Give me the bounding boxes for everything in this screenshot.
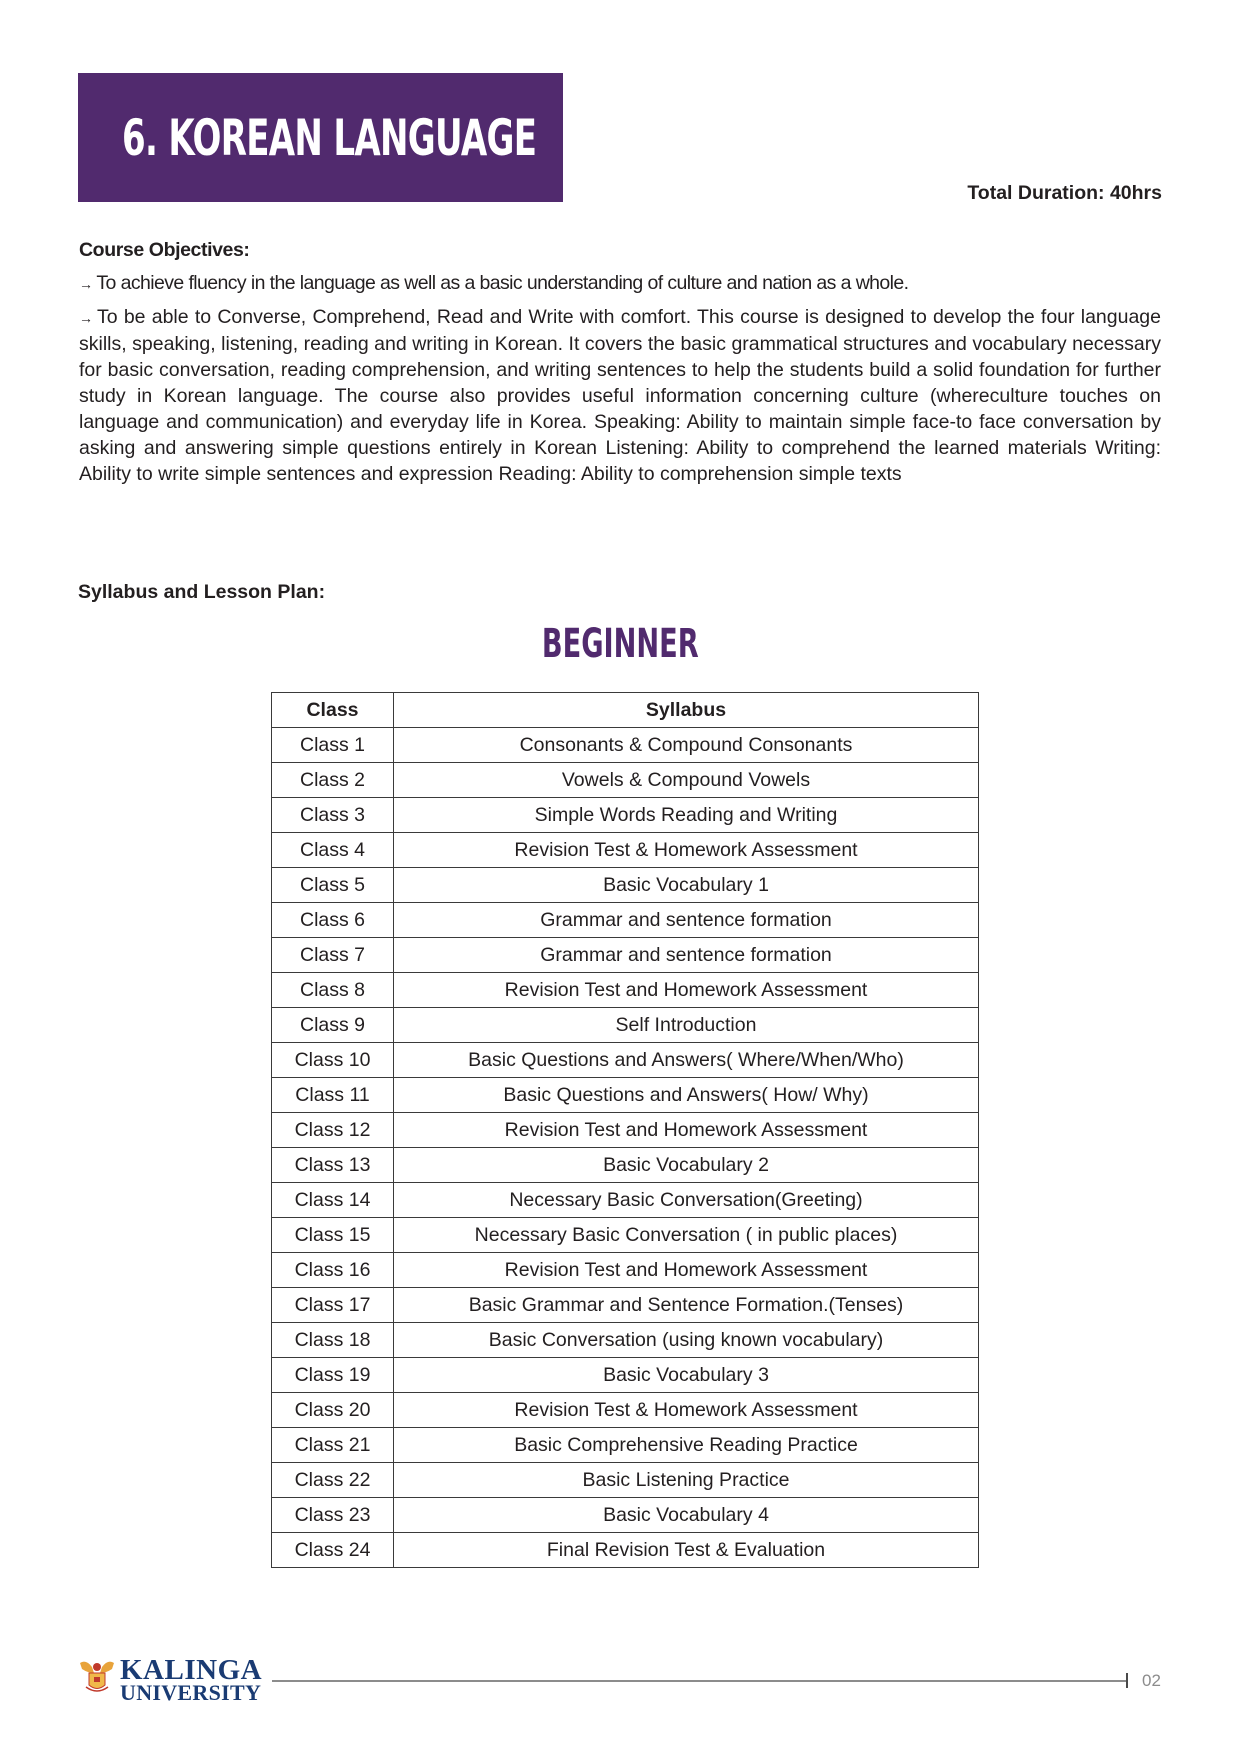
class-cell: Class 18 bbox=[272, 1323, 394, 1358]
column-header-class: Class bbox=[272, 693, 394, 728]
table-row bbox=[272, 973, 979, 1008]
syllabus-heading: Syllabus and Lesson Plan: bbox=[78, 581, 326, 603]
eagle-crest-icon bbox=[78, 1657, 116, 1697]
course-objectives-heading: Course Objectives: bbox=[79, 239, 250, 261]
course-objectives-list bbox=[79, 270, 1161, 494]
class-cell: Class 1 bbox=[272, 728, 394, 763]
table-row bbox=[272, 1113, 979, 1148]
class-cell: Class 12 bbox=[272, 1113, 394, 1148]
table-row bbox=[272, 1253, 979, 1288]
table-row bbox=[272, 763, 979, 798]
class-cell: Class 22 bbox=[272, 1463, 394, 1498]
syllabus-cell: Consonants & Compound Consonants bbox=[394, 728, 979, 763]
syllabus-cell: Necessary Basic Conversation ( in public places) bbox=[394, 1218, 979, 1253]
arrow-bullet-icon: → bbox=[79, 310, 93, 326]
class-cell: Class 11 bbox=[272, 1078, 394, 1113]
syllabus-cell: Basic Questions and Answers( Where/When/Who) bbox=[394, 1043, 979, 1078]
class-cell: Class 9 bbox=[272, 1008, 394, 1043]
class-cell: Class 20 bbox=[272, 1393, 394, 1428]
syllabus-cell: Basic Vocabulary 2 bbox=[394, 1148, 979, 1183]
class-cell: Class 10 bbox=[272, 1043, 394, 1078]
table-row bbox=[272, 1043, 979, 1078]
syllabus-cell: Revision Test & Homework Assessment bbox=[394, 1393, 979, 1428]
objective-item: → To achieve fluency in the language as well as a basic understanding of culture and nation as a whole. bbox=[79, 272, 909, 294]
syllabus-cell: Basic Vocabulary 1 bbox=[394, 868, 979, 903]
table-row bbox=[272, 1463, 979, 1498]
page-number: 02 bbox=[1142, 1671, 1161, 1690]
syllabus-cell: Necessary Basic Conversation(Greeting) bbox=[394, 1183, 979, 1218]
syllabus-cell: Revision Test & Homework Assessment bbox=[394, 833, 979, 868]
syllabus-cell: Basic Comprehensive Reading Practice bbox=[394, 1428, 979, 1463]
syllabus-cell: Grammar and sentence formation bbox=[394, 938, 979, 973]
table-row bbox=[272, 728, 979, 763]
class-cell: Class 7 bbox=[272, 938, 394, 973]
syllabus-cell: Basic Vocabulary 4 bbox=[394, 1498, 979, 1533]
class-cell: Class 19 bbox=[272, 1358, 394, 1393]
table-row bbox=[272, 1218, 979, 1253]
syllabus-cell: Revision Test and Homework Assessment bbox=[394, 1113, 979, 1148]
table-row bbox=[272, 1288, 979, 1323]
table-row bbox=[272, 1428, 979, 1463]
level-title: BEGINNER bbox=[542, 621, 699, 667]
footer-divider bbox=[272, 1680, 1127, 1682]
table-row bbox=[272, 1498, 979, 1533]
class-cell: Class 3 bbox=[272, 798, 394, 833]
total-duration: Total Duration: 40hrs bbox=[967, 182, 1162, 204]
table-row bbox=[272, 1323, 979, 1358]
table-row bbox=[272, 1358, 979, 1393]
class-cell: Class 15 bbox=[272, 1218, 394, 1253]
table-row bbox=[272, 1533, 979, 1568]
class-cell: Class 14 bbox=[272, 1183, 394, 1218]
table-row bbox=[272, 1183, 979, 1218]
table-header-row bbox=[272, 693, 979, 728]
syllabus-cell: Revision Test and Homework Assessment bbox=[394, 973, 979, 1008]
syllabus-cell: Grammar and sentence formation bbox=[394, 903, 979, 938]
syllabus-cell: Basic Vocabulary 3 bbox=[394, 1358, 979, 1393]
class-cell: Class 2 bbox=[272, 763, 394, 798]
section-title-banner bbox=[78, 73, 563, 202]
syllabus-cell: Revision Test and Homework Assessment bbox=[394, 1253, 979, 1288]
syllabus-cell: Basic Questions and Answers( How/ Why) bbox=[394, 1078, 979, 1113]
syllabus-cell: Final Revision Test & Evaluation bbox=[394, 1533, 979, 1568]
class-cell: Class 6 bbox=[272, 903, 394, 938]
class-cell: Class 23 bbox=[272, 1498, 394, 1533]
class-cell: Class 8 bbox=[272, 973, 394, 1008]
table-row bbox=[272, 1008, 979, 1043]
class-cell: Class 16 bbox=[272, 1253, 394, 1288]
footer-divider-tick bbox=[1126, 1673, 1128, 1688]
syllabus-cell: Self Introduction bbox=[394, 1008, 979, 1043]
table-row bbox=[272, 1148, 979, 1183]
objective-item: → To be able to Converse, Comprehend, Read and Write with comfort. This course is designed to develop the four language skills, speaking, listening, reading and writing in Korean. It covers the basic grammatical structures and vocabulary necessary for basic conversation, reading comprehension, and writing sentences to help the students build a solid foundation for further study in Korean language. The course also provides useful information concerning culture (whereculture touches on language and communication) and everyday life in Korea. Speaking: Ability to maintain simple face-to face conversation by asking and answering simple questions entirely in Korean Listening: Ability to comprehend the learned materials Writing: Ability to write simple sentences and expression Reading: Ability to comprehension simple texts bbox=[79, 306, 1161, 485]
class-cell: Class 17 bbox=[272, 1288, 394, 1323]
class-cell: Class 4 bbox=[272, 833, 394, 868]
syllabus-cell: Simple Words Reading and Writing bbox=[394, 798, 979, 833]
class-cell: Class 24 bbox=[272, 1533, 394, 1568]
table-row bbox=[272, 1393, 979, 1428]
section-title: 6. KOREAN LANGUAGE bbox=[122, 109, 537, 167]
class-cell: Class 21 bbox=[272, 1428, 394, 1463]
syllabus-cell: Vowels & Compound Vowels bbox=[394, 763, 979, 798]
class-cell: Class 5 bbox=[272, 868, 394, 903]
table-row bbox=[272, 833, 979, 868]
table-row bbox=[272, 938, 979, 973]
arrow-bullet-icon: → bbox=[79, 276, 93, 292]
class-cell: Class 13 bbox=[272, 1148, 394, 1183]
table-row bbox=[272, 868, 979, 903]
table-row bbox=[272, 903, 979, 938]
syllabus-table bbox=[271, 692, 979, 1568]
syllabus-table-body bbox=[272, 728, 979, 1568]
syllabus-cell: Basic Grammar and Sentence Formation.(Tenses) bbox=[394, 1288, 979, 1323]
column-header-syllabus: Syllabus bbox=[394, 693, 979, 728]
table-row bbox=[272, 798, 979, 833]
syllabus-cell: Basic Conversation (using known vocabulary) bbox=[394, 1323, 979, 1358]
table-row bbox=[272, 1078, 979, 1113]
syllabus-cell: Basic Listening Practice bbox=[394, 1463, 979, 1498]
university-logo-text: KALINGA UNIVERSITY bbox=[120, 1654, 263, 1705]
